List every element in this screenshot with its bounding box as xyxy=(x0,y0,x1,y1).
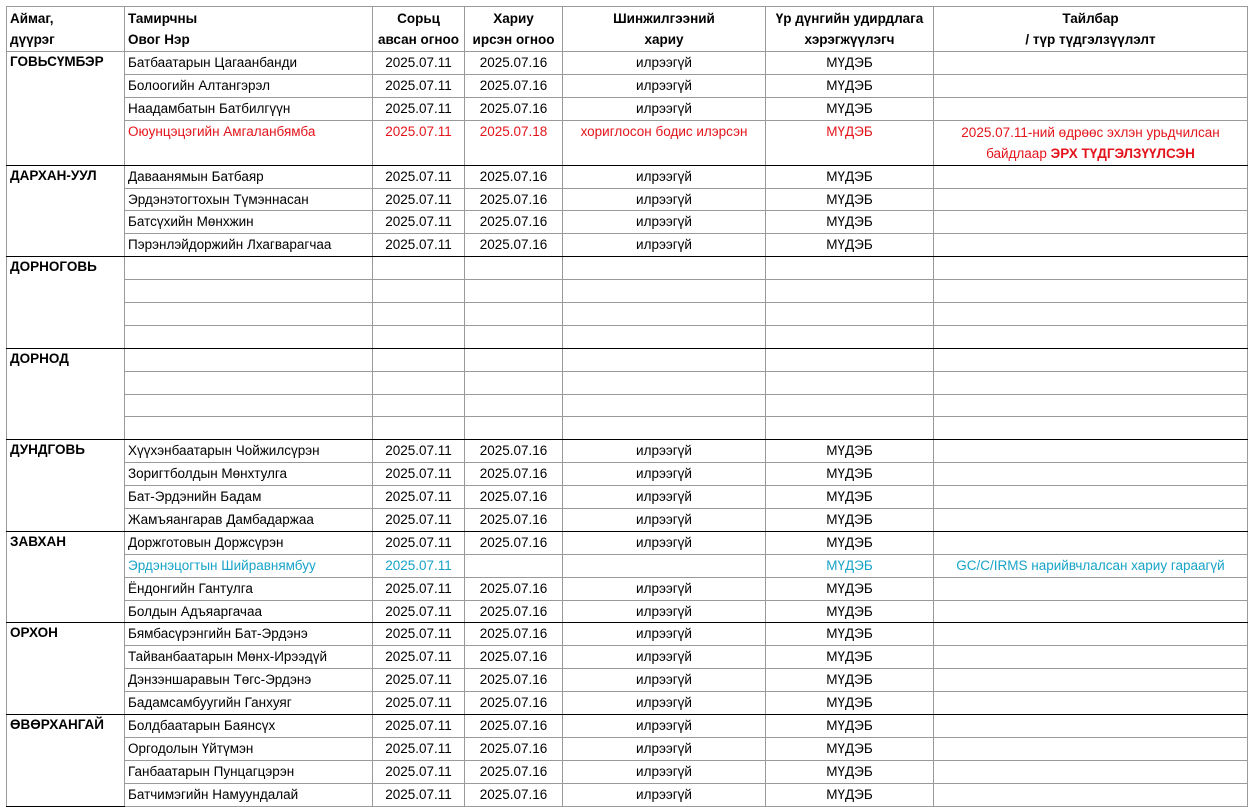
athlete-name: Эрдэнэцогтын Шийравнямбуу xyxy=(125,554,373,577)
result-date: 2025.07.16 xyxy=(465,600,563,623)
empty-cell xyxy=(125,417,373,440)
result-date: 2025.07.16 xyxy=(465,165,563,188)
header-note xyxy=(934,7,1248,52)
analysis-result: илрээгүй xyxy=(563,188,766,211)
table-row xyxy=(7,463,1248,486)
sample-date: 2025.07.11 xyxy=(373,646,465,669)
manager: МҮДЭБ xyxy=(766,737,934,760)
aimag-cell: ДАРХАН-УУЛ xyxy=(7,165,125,257)
analysis-result: хориглосон бодис илэрсэн xyxy=(563,120,766,165)
empty-cell xyxy=(465,371,563,394)
table-row-empty xyxy=(7,257,1248,280)
athlete-name: Эрдэнэтогтохын Түмэннасан xyxy=(125,188,373,211)
analysis-result: илрээгүй xyxy=(563,669,766,692)
sample-date: 2025.07.11 xyxy=(373,74,465,97)
empty-cell xyxy=(766,417,934,440)
table-row xyxy=(7,165,1248,188)
note xyxy=(934,531,1248,554)
athlete-name: Доржготовын Доржсүрэн xyxy=(125,531,373,554)
athlete-name: Хүүхэнбаатарын Чойжилсүрэн xyxy=(125,440,373,463)
analysis-result: илрээгүй xyxy=(563,623,766,646)
empty-cell xyxy=(373,325,465,348)
sample-date: 2025.07.11 xyxy=(373,211,465,234)
table-row xyxy=(7,577,1248,600)
table-row xyxy=(7,623,1248,646)
result-date: 2025.07.16 xyxy=(465,760,563,783)
aimag-cell: ӨВӨРХАНГАЙ xyxy=(7,715,125,807)
header-row xyxy=(7,7,1248,52)
empty-cell xyxy=(373,371,465,394)
empty-cell xyxy=(563,325,766,348)
header-aimag-line1: Аймаг, xyxy=(10,11,54,26)
empty-cell xyxy=(934,348,1248,371)
result-date: 2025.07.16 xyxy=(465,737,563,760)
empty-cell xyxy=(373,394,465,417)
result-date: 2025.07.16 xyxy=(465,783,563,806)
note-line1: 2025.07.11-ний өдрөөс эхлэн урьдчилсан xyxy=(961,124,1220,140)
result-date: 2025.07.16 xyxy=(465,440,563,463)
header-aimag xyxy=(7,7,125,52)
empty-cell xyxy=(125,371,373,394)
header-manager-line2: хэрэгжүүлэгч xyxy=(804,32,895,47)
aimag-cell: ГОВЬСҮМБЭР xyxy=(7,52,125,166)
analysis-result: илрээгүй xyxy=(563,577,766,600)
table-row xyxy=(7,692,1248,715)
table-row-empty xyxy=(7,348,1248,371)
result-date: 2025.07.16 xyxy=(465,234,563,257)
sample-date: 2025.07.11 xyxy=(373,97,465,120)
analysis-result: илрээгүй xyxy=(563,52,766,75)
empty-cell xyxy=(465,303,563,326)
header-sample-date xyxy=(373,7,465,52)
analysis-result: илрээгүй xyxy=(563,486,766,509)
empty-cell xyxy=(766,257,934,280)
manager: МҮДЭБ xyxy=(766,692,934,715)
table-row xyxy=(7,783,1248,806)
note xyxy=(934,623,1248,646)
note xyxy=(934,234,1248,257)
aimag-cell: ОРХОН xyxy=(7,623,125,715)
note xyxy=(934,783,1248,806)
sample-date: 2025.07.11 xyxy=(373,623,465,646)
manager: МҮДЭБ xyxy=(766,165,934,188)
table-row-empty xyxy=(7,371,1248,394)
manager: МҮДЭБ xyxy=(766,234,934,257)
athlete-name: Болоогийн Алтангэрэл xyxy=(125,74,373,97)
empty-cell xyxy=(934,417,1248,440)
athlete-name: Дэнзэншаравын Төгс-Эрдэнэ xyxy=(125,669,373,692)
table-row-empty xyxy=(7,417,1248,440)
header-manager xyxy=(766,7,934,52)
note xyxy=(934,760,1248,783)
pending-note: GC/C/IRMS нарийвчлалсан хариу гараагүй xyxy=(934,554,1248,577)
manager: МҮДЭБ xyxy=(766,646,934,669)
analysis-result: илрээгүй xyxy=(563,531,766,554)
header-sample-line1: Сорьц xyxy=(397,11,440,26)
sample-date: 2025.07.11 xyxy=(373,188,465,211)
header-result-date xyxy=(465,7,563,52)
table-row xyxy=(7,646,1248,669)
analysis-result: илрээгүй xyxy=(563,509,766,532)
manager: МҮДЭБ xyxy=(766,715,934,738)
analysis-result xyxy=(563,554,766,577)
result-date: 2025.07.16 xyxy=(465,577,563,600)
empty-cell xyxy=(465,280,563,303)
note xyxy=(934,188,1248,211)
athlete-name: Пэрэнлэйдоржийн Лхагварагчаа xyxy=(125,234,373,257)
athlete-name: Болдын Адъяаргачаа xyxy=(125,600,373,623)
manager: МҮДЭБ xyxy=(766,600,934,623)
note xyxy=(934,440,1248,463)
empty-cell xyxy=(766,280,934,303)
result-date: 2025.07.16 xyxy=(465,646,563,669)
empty-cell xyxy=(563,348,766,371)
result-date: 2025.07.16 xyxy=(465,486,563,509)
empty-cell xyxy=(934,257,1248,280)
table-row-empty xyxy=(7,280,1248,303)
result-date: 2025.07.18 xyxy=(465,120,563,165)
result-date: 2025.07.16 xyxy=(465,97,563,120)
athlete-name: Батбаатарын Цагаанбанди xyxy=(125,52,373,75)
note xyxy=(934,165,1248,188)
analysis-result: илрээгүй xyxy=(563,440,766,463)
analysis-result: илрээгүй xyxy=(563,737,766,760)
empty-cell xyxy=(373,303,465,326)
manager: МҮДЭБ xyxy=(766,760,934,783)
note xyxy=(934,97,1248,120)
sample-date: 2025.07.11 xyxy=(373,120,465,165)
athlete-name: Оюунцэцэгийн Амгаланбямба xyxy=(125,120,373,165)
empty-cell xyxy=(766,394,934,417)
empty-cell xyxy=(766,303,934,326)
header-result-line1: Хариу xyxy=(493,11,534,26)
empty-cell xyxy=(465,257,563,280)
result-date: 2025.07.16 xyxy=(465,463,563,486)
result-date: 2025.07.16 xyxy=(465,509,563,532)
manager: МҮДЭБ xyxy=(766,623,934,646)
result-date: 2025.07.16 xyxy=(465,669,563,692)
note xyxy=(934,600,1248,623)
empty-cell xyxy=(563,280,766,303)
table-row-empty xyxy=(7,303,1248,326)
note xyxy=(934,715,1248,738)
empty-cell xyxy=(125,303,373,326)
table-row xyxy=(7,669,1248,692)
sample-date: 2025.07.11 xyxy=(373,760,465,783)
empty-cell xyxy=(465,325,563,348)
table-row xyxy=(7,188,1248,211)
header-analysis-line2: хариу xyxy=(644,32,684,47)
sample-date: 2025.07.11 xyxy=(373,52,465,75)
athlete-name: Жамъяангарав Дамбадаржаа xyxy=(125,509,373,532)
table-row xyxy=(7,531,1248,554)
note xyxy=(934,646,1248,669)
empty-cell xyxy=(373,257,465,280)
analysis-result: илрээгүй xyxy=(563,783,766,806)
sample-date: 2025.07.11 xyxy=(373,737,465,760)
sample-date: 2025.07.11 xyxy=(373,165,465,188)
aimag-cell: ДОРНОД xyxy=(7,348,125,440)
table-row-pending xyxy=(7,554,1248,577)
empty-cell xyxy=(563,417,766,440)
athlete-name: Оргодолын Үйтүмэн xyxy=(125,737,373,760)
athlete-name: Бямбасүрэнгийн Бат-Эрдэнэ xyxy=(125,623,373,646)
results-table xyxy=(6,6,1248,807)
analysis-result: илрээгүй xyxy=(563,234,766,257)
analysis-result: илрээгүй xyxy=(563,97,766,120)
aimag-cell: ДУНДГОВЬ xyxy=(7,440,125,532)
note xyxy=(934,669,1248,692)
table-row xyxy=(7,52,1248,75)
athlete-name: Даваанямын Батбаяр xyxy=(125,165,373,188)
result-date xyxy=(465,554,563,577)
empty-cell xyxy=(373,417,465,440)
note xyxy=(934,577,1248,600)
empty-cell xyxy=(934,394,1248,417)
header-analysis-line1: Шинжилгээний xyxy=(613,11,715,26)
empty-cell xyxy=(934,280,1248,303)
table-row xyxy=(7,760,1248,783)
result-date: 2025.07.16 xyxy=(465,188,563,211)
result-date: 2025.07.16 xyxy=(465,623,563,646)
manager: МҮДЭБ xyxy=(766,463,934,486)
result-date: 2025.07.16 xyxy=(465,74,563,97)
manager: МҮДЭБ xyxy=(766,440,934,463)
analysis-result: илрээгүй xyxy=(563,74,766,97)
header-sample-line2: авсан огноо xyxy=(377,32,460,47)
table-row xyxy=(7,97,1248,120)
empty-cell xyxy=(465,394,563,417)
table-row xyxy=(7,74,1248,97)
table-row xyxy=(7,737,1248,760)
table-row xyxy=(7,440,1248,463)
empty-cell xyxy=(766,371,934,394)
manager: МҮДЭБ xyxy=(766,211,934,234)
empty-cell xyxy=(563,257,766,280)
result-date: 2025.07.16 xyxy=(465,692,563,715)
athlete-name: Батсүхийн Мөнхжин xyxy=(125,211,373,234)
header-analysis xyxy=(563,7,766,52)
empty-cell xyxy=(563,394,766,417)
sample-date: 2025.07.11 xyxy=(373,715,465,738)
empty-cell xyxy=(125,348,373,371)
sample-date: 2025.07.11 xyxy=(373,509,465,532)
note xyxy=(934,211,1248,234)
empty-cell xyxy=(373,348,465,371)
note xyxy=(934,463,1248,486)
empty-cell xyxy=(373,280,465,303)
sample-date: 2025.07.11 xyxy=(373,463,465,486)
manager: МҮДЭБ xyxy=(766,486,934,509)
result-date: 2025.07.16 xyxy=(465,52,563,75)
empty-cell xyxy=(125,257,373,280)
empty-cell xyxy=(766,348,934,371)
analysis-result: илрээгүй xyxy=(563,715,766,738)
header-note-line2: / түр түдгэлзүүлэлт xyxy=(1025,32,1156,47)
manager: МҮДЭБ xyxy=(766,120,934,165)
analysis-result: илрээгүй xyxy=(563,760,766,783)
manager: МҮДЭБ xyxy=(766,188,934,211)
result-date: 2025.07.16 xyxy=(465,715,563,738)
sample-date: 2025.07.11 xyxy=(373,692,465,715)
analysis-result: илрээгүй xyxy=(563,165,766,188)
sample-date: 2025.07.11 xyxy=(373,440,465,463)
table-row xyxy=(7,234,1248,257)
header-athlete-line2: Овог Нэр xyxy=(128,32,190,47)
analysis-result: илрээгүй xyxy=(563,692,766,715)
note xyxy=(934,486,1248,509)
sample-date: 2025.07.11 xyxy=(373,783,465,806)
note xyxy=(934,737,1248,760)
empty-cell xyxy=(563,371,766,394)
table-row xyxy=(7,600,1248,623)
note xyxy=(934,52,1248,75)
manager: МҮДЭБ xyxy=(766,52,934,75)
table-row xyxy=(7,486,1248,509)
table-row-empty xyxy=(7,394,1248,417)
analysis-result: илрээгүй xyxy=(563,646,766,669)
table-row-flagged xyxy=(7,120,1248,165)
analysis-result: илрээгүй xyxy=(563,463,766,486)
suspension-note xyxy=(934,120,1248,165)
table-row-empty xyxy=(7,325,1248,348)
manager: МҮДЭБ xyxy=(766,669,934,692)
athlete-name: Ганбаатарын Пунцагцэрэн xyxy=(125,760,373,783)
athlete-name: Ёндонгийн Гантулга xyxy=(125,577,373,600)
header-aimag-line2: дүүрэг xyxy=(10,32,55,47)
header-athlete xyxy=(125,7,373,52)
result-date: 2025.07.16 xyxy=(465,531,563,554)
note-line2: байдлаар xyxy=(986,145,1047,161)
athlete-name: Бат-Эрдэнийн Бадам xyxy=(125,486,373,509)
table-row xyxy=(7,715,1248,738)
athlete-name: Бадамсамбуугийн Ганхуяг xyxy=(125,692,373,715)
sample-date: 2025.07.11 xyxy=(373,234,465,257)
note xyxy=(934,692,1248,715)
table-row xyxy=(7,211,1248,234)
empty-cell xyxy=(125,394,373,417)
empty-cell xyxy=(125,280,373,303)
sample-date: 2025.07.11 xyxy=(373,577,465,600)
empty-cell xyxy=(766,325,934,348)
empty-cell xyxy=(934,303,1248,326)
manager: МҮДЭБ xyxy=(766,509,934,532)
sample-date: 2025.07.11 xyxy=(373,531,465,554)
empty-cell xyxy=(934,371,1248,394)
note xyxy=(934,74,1248,97)
sample-date: 2025.07.11 xyxy=(373,669,465,692)
empty-cell xyxy=(934,325,1248,348)
athlete-name: Болдбаатарын Баянсүх xyxy=(125,715,373,738)
manager: МҮДЭБ xyxy=(766,577,934,600)
athlete-name: Зоригтболдын Мөнхтулга xyxy=(125,463,373,486)
manager: МҮДЭБ xyxy=(766,531,934,554)
athlete-name: Наадамбатын Батбилгүүн xyxy=(125,97,373,120)
header-result-line2: ирсэн огноо xyxy=(472,32,555,47)
aimag-cell: ЗАВХАН xyxy=(7,531,125,623)
manager: МҮДЭБ xyxy=(766,554,934,577)
header-note-line1: Тайлбар xyxy=(1062,11,1119,26)
aimag-cell: ДОРНОГОВЬ xyxy=(7,257,125,349)
empty-cell xyxy=(125,325,373,348)
suspension-status: ЭРХ ТҮДГЭЛЗҮҮЛСЭН xyxy=(1050,145,1195,161)
sample-date: 2025.07.11 xyxy=(373,554,465,577)
sample-date: 2025.07.11 xyxy=(373,600,465,623)
analysis-result: илрээгүй xyxy=(563,211,766,234)
header-athlete-line1: Тамирчны xyxy=(128,11,198,26)
table-row xyxy=(7,509,1248,532)
athlete-name: Тайванбаатарын Мөнх-Ирээдүй xyxy=(125,646,373,669)
analysis-result: илрээгүй xyxy=(563,600,766,623)
sample-date: 2025.07.11 xyxy=(373,486,465,509)
empty-cell xyxy=(563,303,766,326)
empty-cell xyxy=(465,348,563,371)
manager: МҮДЭБ xyxy=(766,97,934,120)
empty-cell xyxy=(465,417,563,440)
header-manager-line1: Үр дүнгийн удирдлага xyxy=(775,11,924,26)
manager: МҮДЭБ xyxy=(766,74,934,97)
result-date: 2025.07.16 xyxy=(465,211,563,234)
athlete-name: Батчимэгийн Намуундалай xyxy=(125,783,373,806)
note xyxy=(934,509,1248,532)
manager: МҮДЭБ xyxy=(766,783,934,806)
